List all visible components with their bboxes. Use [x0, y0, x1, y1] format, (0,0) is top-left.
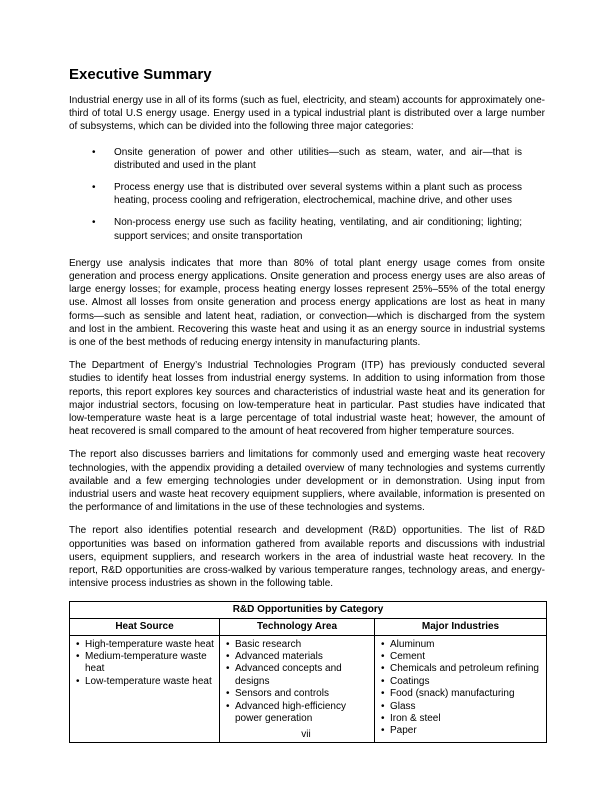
table-title-row	[70, 601, 547, 618]
page-title: Executive Summary	[69, 66, 212, 83]
table-header-row	[70, 618, 547, 635]
list-item: • Low-temperature waste heat	[75, 676, 215, 688]
paragraph-doe-studies: The Department of Energy’s Industrial Technologies Program (ITP) has previously conducted several studies to identify heat losses from industrial energy systems. In addition to using information from those reports, this report explores key sources and characteristics of industrial waste heat and its generation for major industrial sectors, focusing on low-temperature heat in particular. Past studies have indicated that low-temperature waste heat is a large percentage of total industrial waste heat; however, the amount of heat recovered is small compared to the amount of heat recovered from higher temperature sources.	[69, 360, 545, 438]
list-item: • Food (snack) manufacturing	[380, 688, 542, 700]
list-item-non-process-energy: • Non-process energy use such as facility heating, ventilating, and air conditioning; lighting; support services; and onsite transportation	[92, 216, 522, 242]
column-header-heat-source: Heat Source	[70, 618, 220, 635]
page-number: vii	[301, 729, 311, 740]
rd-opportunities-table	[69, 601, 547, 743]
heat-source-list	[75, 639, 215, 689]
table-title: R&D Opportunities by Category	[70, 601, 547, 618]
cell-heat-source	[70, 635, 220, 742]
list-item: • Cement	[380, 651, 542, 663]
major-industries-list	[380, 639, 542, 738]
technology-area-list	[225, 639, 370, 726]
list-item: • Advanced concepts and designs	[225, 663, 370, 688]
paragraph-rd-opportunities: The report also identifies potential research and development (R&D) opportunities. The list of R&D opportunities was based on information gathered from available reports and discussions with industrial users, equipment suppliers, and research workers in the area of industrial waste heat recovery. In the report, R&D opportunities are cross-walked by various temperature ranges, technology areas, and energy-intensive process industries as shown in the following table.	[69, 525, 545, 590]
column-header-technology-area: Technology Area	[220, 618, 375, 635]
table-row	[70, 635, 547, 742]
list-item: • Chemicals and petroleum refining	[380, 663, 542, 675]
paragraph-intro: Industrial energy use in all of its forms (such as fuel, electricity, and steam) accounts for approximately one-third of total U.S energy usage. Energy used in a typical industrial plant is distributed over a large number of subsystems, which can be divided into the following three major categories:	[69, 95, 545, 133]
paragraph-barriers: The report also discusses barriers and limitations for commonly used and emerging waste heat recovery technologies, with the appendix providing a detailed overview of many technologies and systems currently available and a few emerging technologies under development or in demonstration. Using input from industrial users and waste heat recovery equipment suppliers, where available, information is presented on the performance of and limitations in the use of these technologies and systems.	[69, 449, 545, 514]
list-item-onsite-generation: • Onsite generation of power and other utilities—such as steam, water, and air—that is distributed and used in the plant	[92, 146, 522, 172]
list-item: • Coatings	[380, 676, 542, 688]
list-item: • Aluminum	[380, 639, 542, 651]
list-item-process-energy: • Process energy use that is distributed over several systems within a plant such as process heating, process cooling and refrigeration, electrochemical, machine drive, and other uses	[92, 181, 522, 207]
list-item: • Medium-temperature waste heat	[75, 651, 215, 676]
list-item: • Advanced materials	[225, 651, 370, 663]
cell-major-industries	[375, 635, 547, 742]
list-item: • Advanced high-efficiency power generation	[225, 701, 370, 726]
page-content	[69, 66, 545, 743]
list-item: • Iron & steel	[380, 713, 542, 725]
cell-technology-area	[220, 635, 375, 742]
paragraph-energy-analysis: Energy use analysis indicates that more than 80% of total plant energy usage comes from onsite generation and process energy applications. Onsite generation and process energy uses are also areas of large energy losses; for example, process heating energy losses represent 25%–55% of the total energy use. Almost all losses from onsite generation and process energy applications are lost as heat in many forms—such as sensible and latent heat, radiation, or convection—which is discharged from the system and lost in the ambient. Recovering this waste heat and using it as an energy source in industrial systems is one of the best methods of reducing energy intensity in manufacturing plants.	[69, 257, 545, 349]
category-bullet-list	[92, 146, 522, 243]
list-item: • Basic research	[225, 639, 370, 651]
list-item: • Paper	[380, 725, 542, 737]
list-item: • Sensors and controls	[225, 688, 370, 700]
list-item: • High-temperature waste heat	[75, 639, 215, 651]
column-header-major-industries: Major Industries	[375, 618, 547, 635]
list-item: • Glass	[380, 701, 542, 713]
